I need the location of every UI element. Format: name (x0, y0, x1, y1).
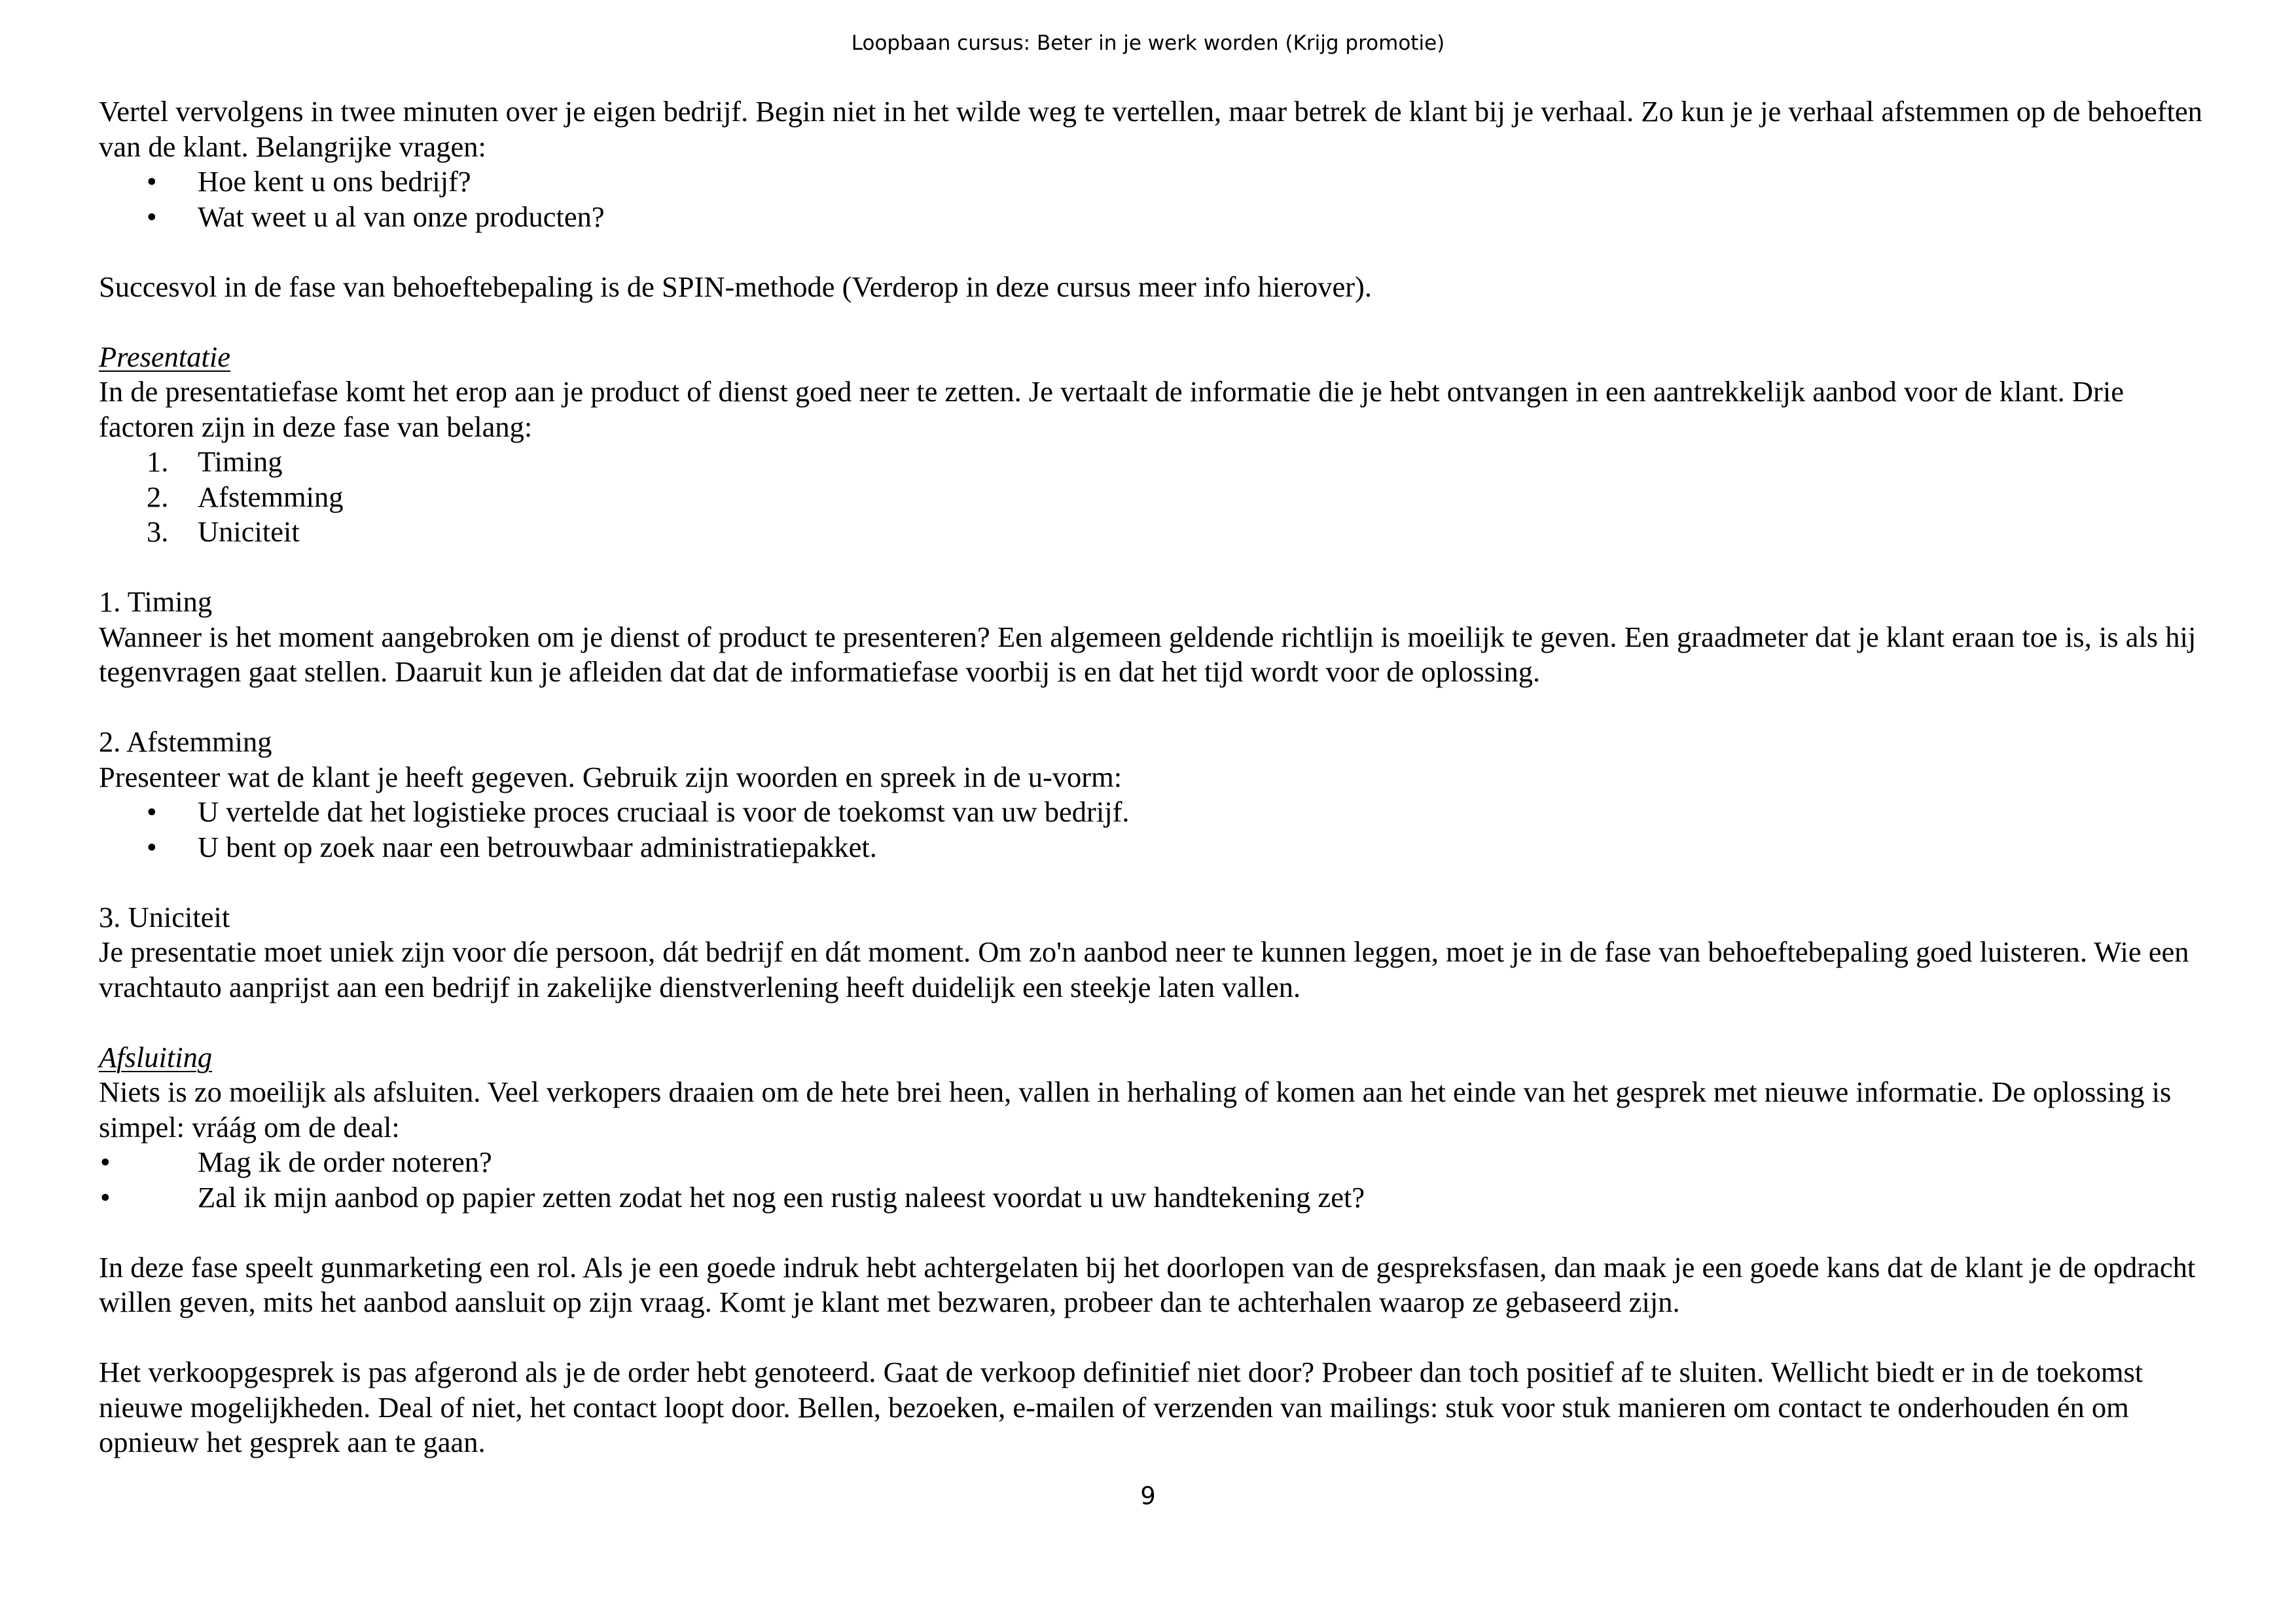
list-item (99, 830, 2213, 865)
paragraph-spacer (99, 690, 2213, 725)
list-item-text: Mag ik de order noteren? (198, 1146, 492, 1178)
list-item (99, 1145, 2213, 1180)
afstemming-example-list (99, 795, 2213, 865)
paragraph-spacer (99, 865, 2213, 900)
page-number: 9 (1140, 1482, 1156, 1510)
section-heading-presentatie: Presentatie (99, 340, 231, 373)
list-item-text: Wat weet u al van onze producten? (198, 200, 605, 233)
paragraph-spacer (99, 304, 2213, 340)
paragraph-spacer (99, 550, 2213, 585)
page-header: Loopbaan cursus: Beter in je werk worden (Krijg promotie) (851, 31, 1445, 55)
subheading-timing: 1. Timing (99, 585, 213, 618)
paragraph-spacer (99, 1215, 2213, 1250)
closing-paragraph: Het verkoopgesprek is pas afgerond als je de order hebt genoteerd. Gaat de verkoop definitief niet door? Probeer dan toch positief af te sluiten. Wellicht biedt er in de toekomst nieuwe mogelijkheden. Deal of niet, het contact loopt door. Bellen, bezoeken, e-mailen of verzenden van mailings: stuk voor stuk manieren om contact te onderhouden én om opnieuw het gesprek aan te gaan. (99, 1356, 2144, 1458)
section-heading-afsluiting: Afsluiting (99, 1040, 213, 1074)
subheading-afstemming: 2. Afstemming (99, 725, 272, 758)
presentatie-paragraph: In de presentatiefase komt het erop aan je product of dienst goed neer te zetten. Je vertaalt de informatie die je hebt ontvangen in een aantrekkelijk aanbod voor de klant. Drie factoren zijn in deze fase van belang: (99, 375, 2124, 443)
paragraph-spacer (99, 1005, 2213, 1040)
intro-question-list (99, 164, 2213, 234)
document-body (99, 94, 2213, 1460)
list-item (99, 795, 2213, 830)
bullet-marker: • (147, 165, 157, 198)
list-item (99, 200, 2213, 235)
list-item-text: Hoe kent u ons bedrijf? (198, 165, 471, 198)
factor-list (99, 444, 2213, 550)
list-item (99, 444, 2213, 480)
list-item-text: Afstemming (198, 480, 344, 513)
list-number: 3. (147, 515, 169, 548)
bullet-marker: • (100, 1180, 111, 1214)
bullet-marker: • (100, 1146, 111, 1178)
afsluiting-question-list (99, 1145, 2213, 1215)
spin-note: Succesvol in de fase van behoeftebepaling is de SPIN-methode (Verderop in deze cursus meer info hierover). (99, 270, 1372, 303)
list-item-text: U bent op zoek naar een betrouwbaar administratiepakket. (198, 830, 877, 863)
list-item (99, 480, 2213, 515)
paragraph-spacer (99, 1320, 2213, 1356)
list-item-text: Zal ik mijn aanbod op papier zetten zodat het nog een rustig naleest voordat u uw handtekening zet? (198, 1180, 1365, 1214)
gunmarketing-paragraph: In deze fase speelt gunmarketing een rol. Als je een goede indruk hebt achtergelaten bij het doorlopen van de gespreksfasen, dan maak je een goede kans dat de klant je de opdracht willen geven, mits het aanbod aansluit op zijn vraag. Komt je klant met bezwaren, probeer dan te achterhalen waarop ze gebaseerd zijn. (99, 1250, 2196, 1318)
list-number: 2. (147, 480, 169, 513)
list-item (99, 514, 2213, 550)
uniciteit-paragraph: Je presentatie moet uniek zijn voor díe persoon, dát bedrijf en dát moment. Om zo'n aanbod neer te kunnen leggen, moet je in de fase van behoeftebepaling goed luisteren. Wie een vrachtauto aanprijst aan een bedrijf in zakelijke dienstverlening heeft duidelijk een steekje laten vallen. (99, 935, 2189, 1003)
intro-paragraph: Vertel vervolgens in twee minuten over je eigen bedrijf. Begin niet in het wilde weg te vertellen, maar betrek de klant bij je verhaal. Zo kun je je verhaal afstemmen op de behoeften van de klant. Belangrijke vragen: (99, 95, 2202, 163)
list-item-text: Timing (198, 445, 283, 478)
timing-paragraph: Wanneer is het moment aangebroken om je dienst of product te presenteren? Een algemeen geldende richtlijn is moeilijk te geven. Een graadmeter dat je klant eraan toe is, is als hij tegenvragen gaat stellen. Daaruit kun je afleiden dat dat de informatiefase voorbij is en dat het tijd wordt voor de oplossing. (99, 620, 2197, 688)
bullet-marker: • (147, 830, 157, 863)
afsluiting-paragraph: Niets is zo moeilijk als afsluiten. Veel verkopers draaien om de hete brei heen, vallen in herhaling of komen aan het einde van het gesprek met nieuwe informatie. De oplossing is simpel: vráág om de deal: (99, 1075, 2172, 1144)
list-number: 1. (147, 445, 169, 478)
list-item (99, 1180, 2213, 1216)
bullet-marker: • (147, 795, 157, 828)
bullet-marker: • (147, 200, 157, 233)
afstemming-paragraph: Presenteer wat de klant je heeft gegeven. Gebruik zijn woorden en spreek in de u-vorm: (99, 760, 1122, 793)
list-item-text: Uniciteit (198, 515, 300, 548)
list-item (99, 164, 2213, 200)
subheading-uniciteit: 3. Uniciteit (99, 900, 230, 933)
paragraph-spacer (99, 234, 2213, 270)
list-item-text: U vertelde dat het logistieke proces cruciaal is voor de toekomst van uw bedrijf. (198, 795, 1130, 828)
